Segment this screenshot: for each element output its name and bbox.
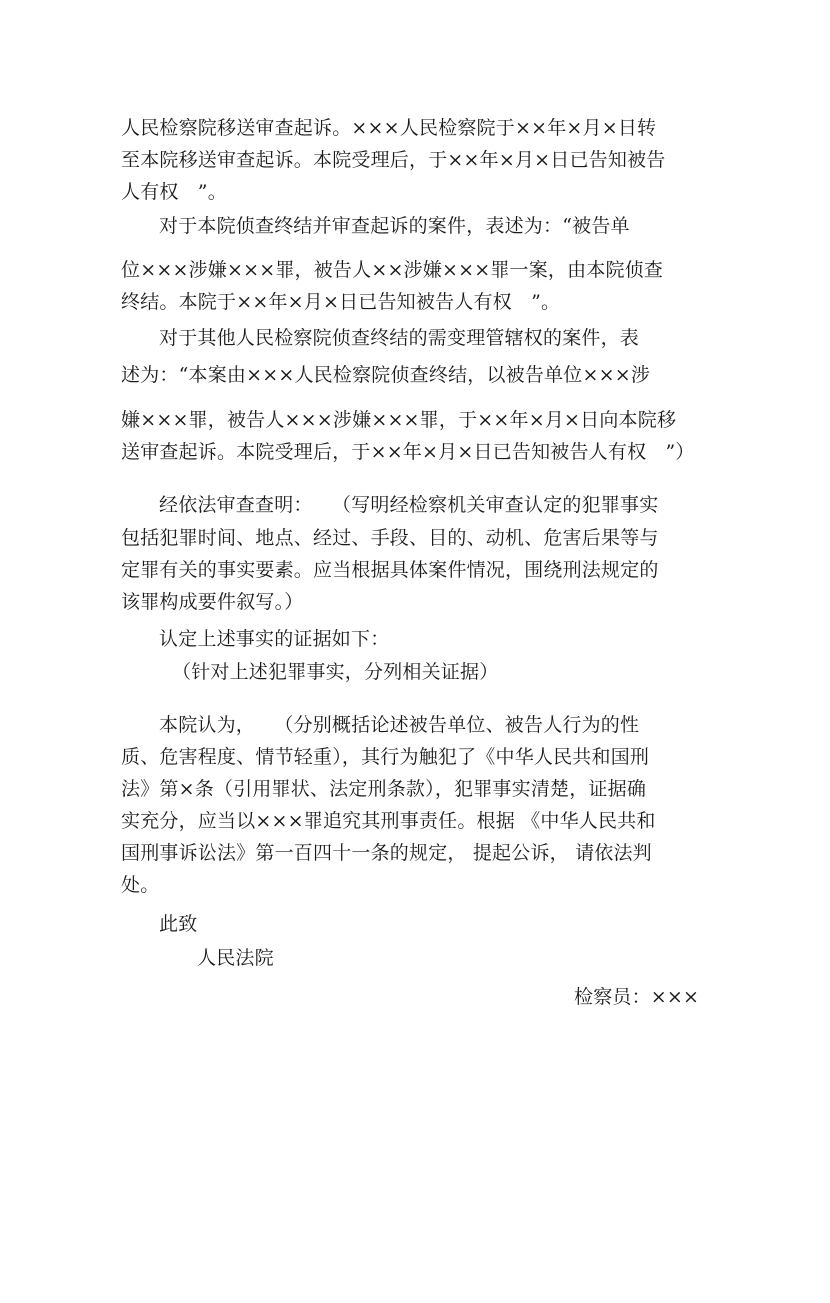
body-line-8: 述为：“本案由×××人民检察院侦查终结，以被告单位×××涉 — [121, 364, 651, 386]
body-line-6: 终结。本院于××年×月×日已告知被告人有权 ”。 — [121, 291, 561, 313]
body-line-14: 该罪构成要件叙写。） — [121, 591, 304, 613]
body-line-17: 本院认为， （分别概括论述被告单位、被告人行为的性 — [159, 714, 640, 736]
body-line-12: 包括犯罪时间、地点、经过、手段、目的、动机、危害后果等与 — [121, 527, 659, 549]
body-line-1: 人民检察院移送审查起诉。×××人民检察院于××年×月×日转 — [121, 117, 657, 139]
body-line-4: 对于本院侦查终结并审查起诉的案件，表述为：“被告单 — [159, 215, 630, 237]
body-line-5: 位×××涉嫌×××罪，被告人××涉嫌×××罪一案，由本院侦查 — [121, 259, 664, 281]
evidence-note: （针对上述犯罪事实，分列相关证据） — [172, 661, 499, 683]
watermark-chevron-icon — [358, 1083, 579, 1303]
signature: 检察员：××× — [574, 986, 700, 1008]
body-line-9: 嫌×××罪，被告人×××涉嫌×××罪，于××年×月×日向本院移 — [121, 409, 677, 431]
evidence-heading: 认定上述事实的证据如下： — [159, 628, 390, 650]
body-line-11: 经依法审查查明： （写明经检察机关审查认定的犯罪事实 — [159, 494, 659, 516]
body-line-20: 实充分，应当以×××罪追究其刑事责任。根据 《中华人民共和 — [121, 810, 656, 832]
body-line-3: 人有权 ”。 — [121, 181, 227, 203]
body-line-7: 对于其他人民检察院侦查终结的需变理管辖权的案件，表 — [159, 327, 640, 349]
body-line-21: 国刑事诉讼法》第一百四十一条的规定， 提起公诉， 请依法判 — [121, 842, 652, 864]
body-line-13: 定罪有关的事实要素。应当根据具体案件情况，围绕刑法规定的 — [121, 559, 659, 581]
body-line-18: 质、危害程度、情节轻重），其行为触犯了《中华人民共和国刑 — [121, 746, 650, 768]
body-line-19: 法》第×条（引用罪状、法定刑条款），犯罪事实清楚，证据确 — [121, 778, 647, 800]
body-line-10: 送审查起诉。本院受理后，于××年×月×日已告知被告人有权 ”） — [121, 441, 695, 463]
body-line-2: 至本院移送审查起诉。本院受理后，于××年×月×日已告知被告 — [121, 149, 666, 171]
closing-salutation: 此致 — [159, 913, 198, 935]
closing-addressee: 人民法院 — [197, 947, 274, 969]
body-line-22: 处。 — [121, 874, 160, 896]
